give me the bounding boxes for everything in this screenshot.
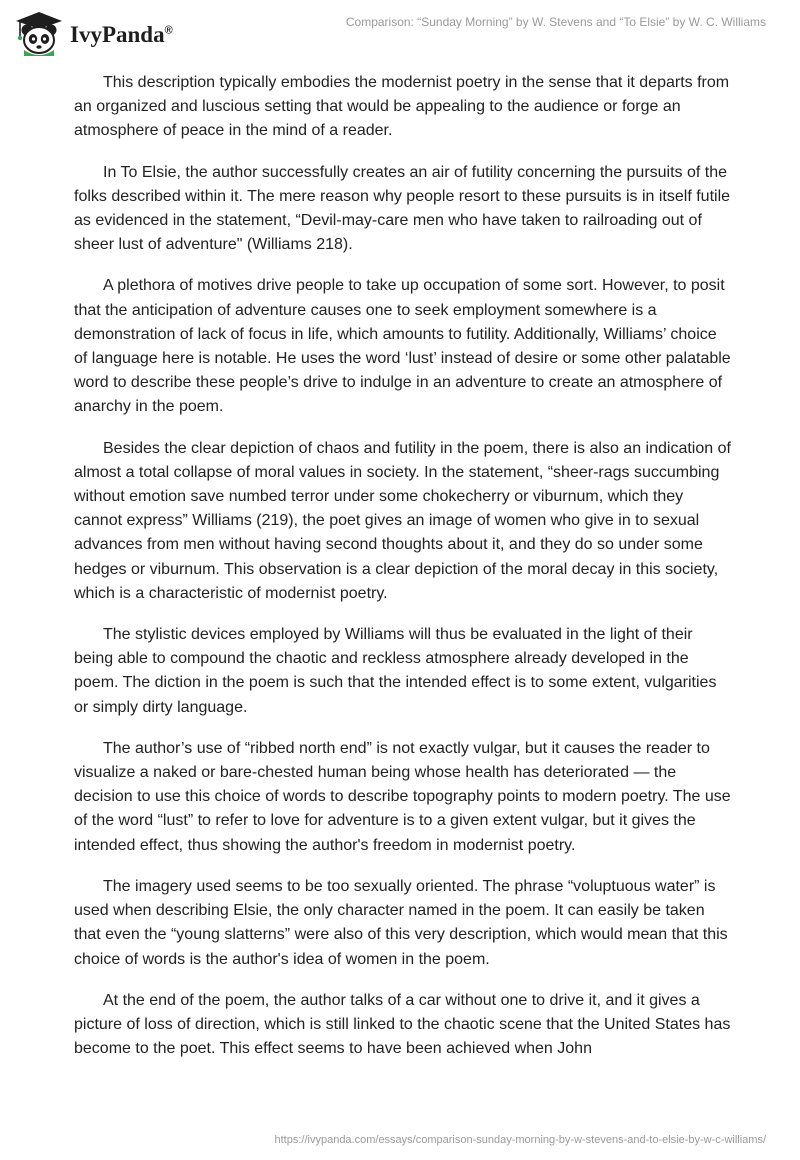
brand-name <box>70 22 173 48</box>
brand-text: IvyPanda <box>70 22 165 47</box>
paragraph: In To Elsie, the author successfully creates an air of futility concerning the pursuits of the folks described within it. The mere reason why people resort to these pursuits is in itself futile as evidenced in the statement, “Devil-may-care men who have taken to railroading out of sheer lust of adventure" (Williams 218). <box>74 163 731 254</box>
page-header <box>0 0 800 62</box>
paragraph: This description typically embodies the modernist poetry in the sense that it departs from an organized and luscious setting that would be appealing to the audience or forge an atmosphere of peace in the mind of a reader. <box>74 74 730 140</box>
document-title: Comparison: “Sunday Morning” by W. Stevens and “To Elsie” by W. C. Williams <box>345 15 766 29</box>
essay-body <box>74 71 734 1078</box>
paragraph: At the end of the poem, the author talks of a car without one to drive it, and it gives a picture of loss of direction, which is still linked to the chaotic scene that the United States has become to the poet. This effect seems to have been achieved when John <box>74 991 731 1058</box>
paragraph: A plethora of motives drive people to take up occupation of some sort. However, to posit that the anticipation of adventure causes one to seek employment somewhere is a demonstration of lack of focus in life, which amounts to futility. Additionally, Williams’ choice of language here is notable. He uses the word ‘lust’ instead of desire or some other palatable word to describe these people’s drive to indulge in an adventure to create an atmosphere of anarchy in the poem. <box>74 277 731 416</box>
paragraph: The author’s use of “ribbed north end” is not exactly vulgar, but it causes the reader to visualize a naked or bare-chested human being whose health has deteriorated — the decision to use this choice of words to describe topography points to modern poetry. The use of the word “lust” to refer to love for adventure is to a given extent vulgar, but it gives the intended effect, thus showing the author's freedom in modernist poetry. <box>74 739 731 854</box>
panda-graduate-icon <box>12 10 66 56</box>
paragraph: The imagery used seems to be too sexually oriented. The phrase “voluptuous water” is used when describing Elsie, the only character named in the poem. It can easily be taken that even the “young slatterns” were also of this very description, which would mean that this choice of words is the author's idea of women in the poem. <box>74 877 728 968</box>
source-url[interactable]: https://ivypanda.com/essays/comparison-sunday-morning-by-w-stevens-and-to-elsie-by-w-c-williams/ <box>274 1134 766 1146</box>
ivypanda-logo[interactable] <box>12 10 173 56</box>
paragraph: The stylistic devices employed by Williams will thus be evaluated in the light of their being able to compound the chaotic and reckless atmosphere already developed in the poem. The diction in the poem is such that the intended effect is to some extent, vulgarities or simply dirty language. <box>74 626 717 716</box>
registered-mark: ® <box>164 24 173 37</box>
paragraph: Besides the clear depiction of chaos and futility in the poem, there is also an indication of almost a total collapse of moral values in society. In the statement, “sheer-rags succumbing without emotion save numbed terror under some chokecherry or viburnum, which they cannot express” Williams (219), the poet gives an image of women who give in to sexual advances from men without having second thoughts about it, and they do so under some hedges or viburnum. This observation is a clear depiction of the moral decay in this society, which is a characteristic of modernist poetry. <box>74 439 731 602</box>
